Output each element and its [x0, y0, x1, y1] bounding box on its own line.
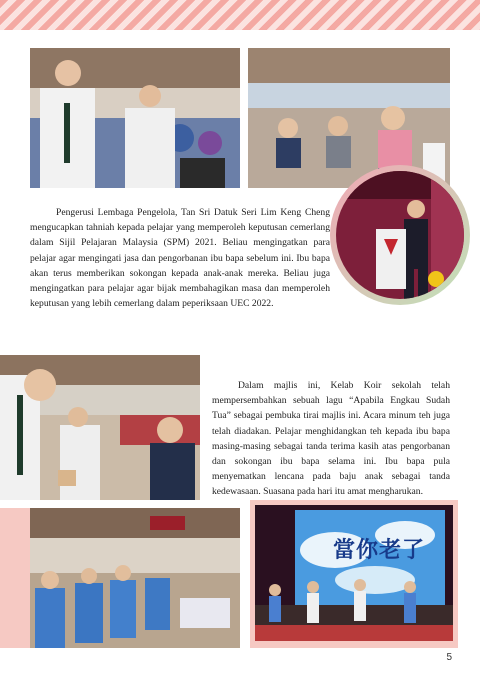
photo-stage-performance	[255, 505, 453, 641]
page-number: 5	[446, 652, 452, 663]
article-paragraph-1: Pengerusi Lembaga Pengelola, Tan Sri Datuk Seri Lim Keng Cheng mengucapkan tahniah kepada pelajar yang memperoleh keputusan cemerlang dalam Sijil Pelajaran Malaysia (SPM) 2021. Beliau mengingatkan para pelajar agar mengingati jasa dan pengorbanan ibu bapa sebelum ini. Ibu bapa akan terus memberikan sokongan kepada anak-anak mereka. Beliau juga mengingatkan para pelajar agar bijak membahagikan masa dan memperoleh keputusan yang lebih cemerlang dalam peperiksaan UEC 2022.	[30, 207, 330, 310]
stage-banner-text: 當你老了	[333, 538, 426, 563]
photo-tea-serving	[0, 355, 200, 500]
top-decorative-stripe	[0, 0, 480, 30]
photo-students-in-hall	[30, 48, 240, 188]
speaker-photo-frame	[330, 165, 470, 305]
photo-speaker-at-podium	[336, 171, 464, 299]
article-paragraph-2: Dalam majlis ini, Kelab Koir sekolah telah mempersembahkan sebuah lagu “Apabila Engkau Sudah Tua” sebagai pembuka tirai majlis ini. Acara minum teh juga telah diadakan. Pelajar menghidangkan teh kepada ibu bapa masing-masing sebagai tanda terima kasih atas pengorbanan dan sokongan ibu bapa selama ini. Ibu bapa pula menyematkan lencana pada baju anak sebagai tanda kedewasaan. Suasana pada hari itu amat mengharukan.	[212, 380, 450, 498]
photo-students-blue-uniforms	[30, 508, 240, 648]
